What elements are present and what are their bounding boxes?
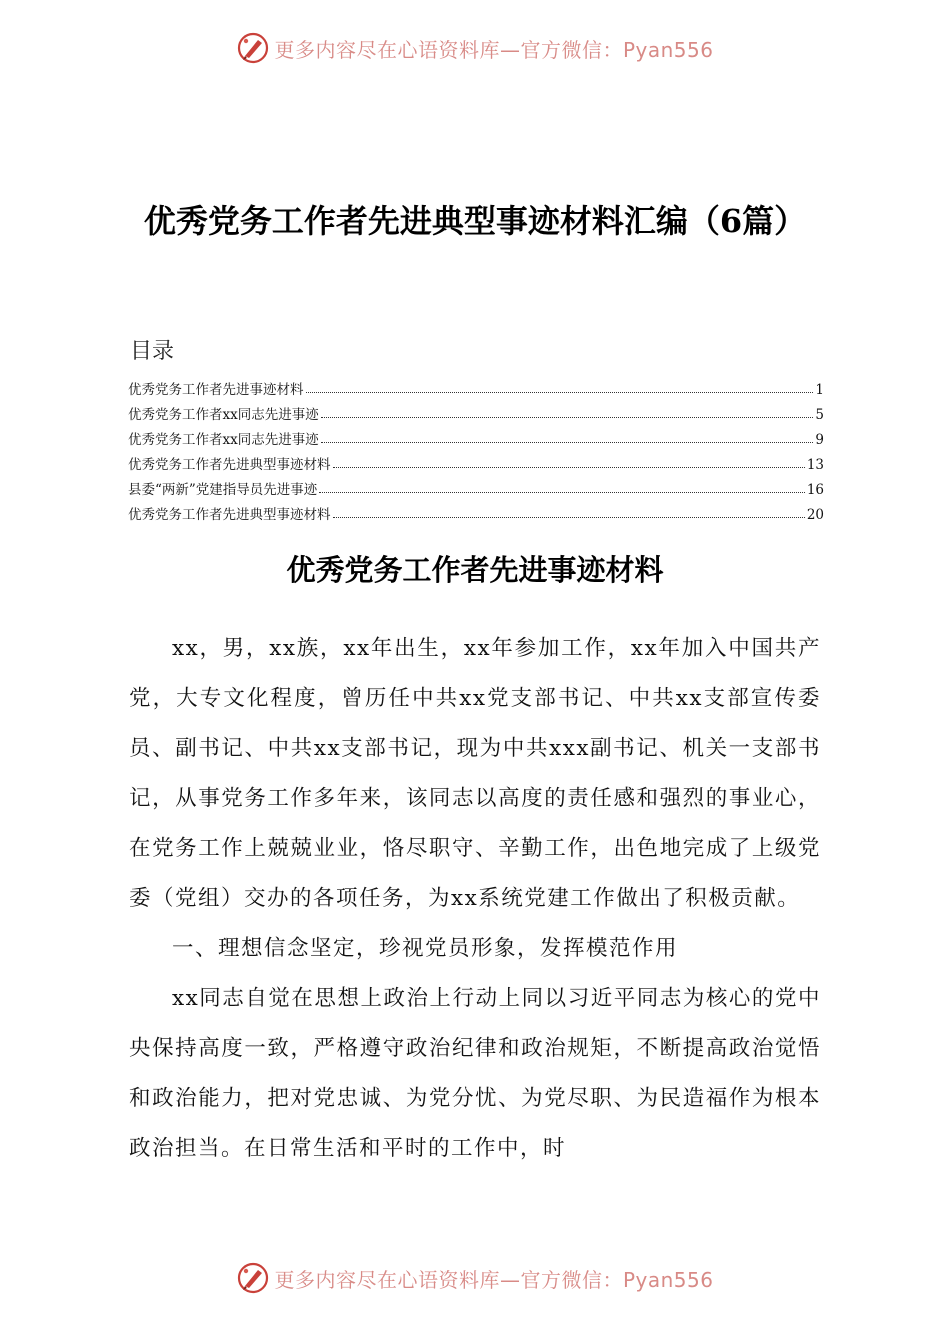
- toc-entry-text: 优秀党务工作者先进典型事迹材料: [128, 457, 331, 473]
- watermark-text: 更多内容尽在心语资料库—官方微信：Pyan556: [274, 37, 714, 62]
- toc-page-number: 5: [815, 407, 824, 423]
- toc-entry[interactable]: [128, 398, 824, 423]
- toc-entry[interactable]: [128, 448, 824, 473]
- table-of-contents: [128, 373, 824, 523]
- watermark-banner-top: [0, 28, 950, 68]
- section-title: 优秀党务工作者先进事迹材料: [286, 553, 664, 587]
- pen-circle-logo-icon: [236, 31, 270, 65]
- toc-page-number: 9: [815, 432, 824, 448]
- toc-entry[interactable]: [128, 473, 824, 498]
- toc-heading: 目录: [130, 339, 175, 364]
- toc-leader-dots: [321, 417, 814, 418]
- toc-page-number: 16: [806, 482, 824, 498]
- toc-leader-dots: [306, 392, 814, 393]
- body-text: [129, 624, 821, 1174]
- toc-leader-dots: [319, 492, 805, 493]
- watermark-banner-bottom: [0, 1258, 950, 1298]
- toc-leader-dots: [333, 517, 805, 518]
- toc-entry-text: 优秀党务工作者先进典型事迹材料: [128, 507, 331, 523]
- document-title: 优秀党务工作者先进典型事迹材料汇编（6篇）: [143, 202, 807, 240]
- toc-entry[interactable]: [128, 498, 824, 523]
- toc-entry-text: 优秀党务工作者先进事迹材料: [128, 382, 304, 398]
- toc-entry[interactable]: [128, 423, 824, 448]
- toc-leader-dots: [321, 442, 814, 443]
- toc-page-number: 13: [806, 457, 824, 473]
- body-paragraph: xx，男，xx族，xx年出生，xx年参加工作，xx年加入中国共产党，大专文化程度，曾历任中共xx党支部书记、中共xx支部宣传委员、副书记、中共xx支部书记，现为中共xxx副书记、机关一支部书记，从事党务工作多年来，该同志以高度的责任感和强烈的事业心，在党务工作上兢兢业业，恪尽职守、辛勤工作，出色地完成了上级党委（党组）交办的各项任务，为xx系统党建工作做出了积极贡献。: [129, 636, 821, 911]
- toc-entry-text: 县委“两新”党建指导员先进事迹: [128, 482, 318, 498]
- toc-entry[interactable]: [128, 373, 824, 398]
- toc-page-number: 20: [806, 507, 824, 523]
- body-paragraph: xx同志自觉在思想上政治上行动上同以习近平同志为核心的党中央保持高度一致，严格遵守政治纪律和政治规矩，不断提高政治觉悟和政治能力，把对党忠诚、为党分忧、为党尽职、为民造福作为根本政治担当。在日常生活和平时的工作中，时: [129, 986, 821, 1161]
- toc-page-number: 1: [815, 382, 824, 398]
- pen-circle-logo-icon: [236, 1261, 270, 1295]
- watermark-text: 更多内容尽在心语资料库—官方微信：Pyan556: [274, 1267, 714, 1292]
- section-subheading: 一、理想信念坚定，珍视党员形象，发挥模范作用: [172, 936, 679, 961]
- toc-entry-text: 优秀党务工作者xx同志先进事迹: [128, 407, 319, 423]
- toc-leader-dots: [333, 467, 805, 468]
- toc-entry-text: 优秀党务工作者xx同志先进事迹: [128, 432, 319, 448]
